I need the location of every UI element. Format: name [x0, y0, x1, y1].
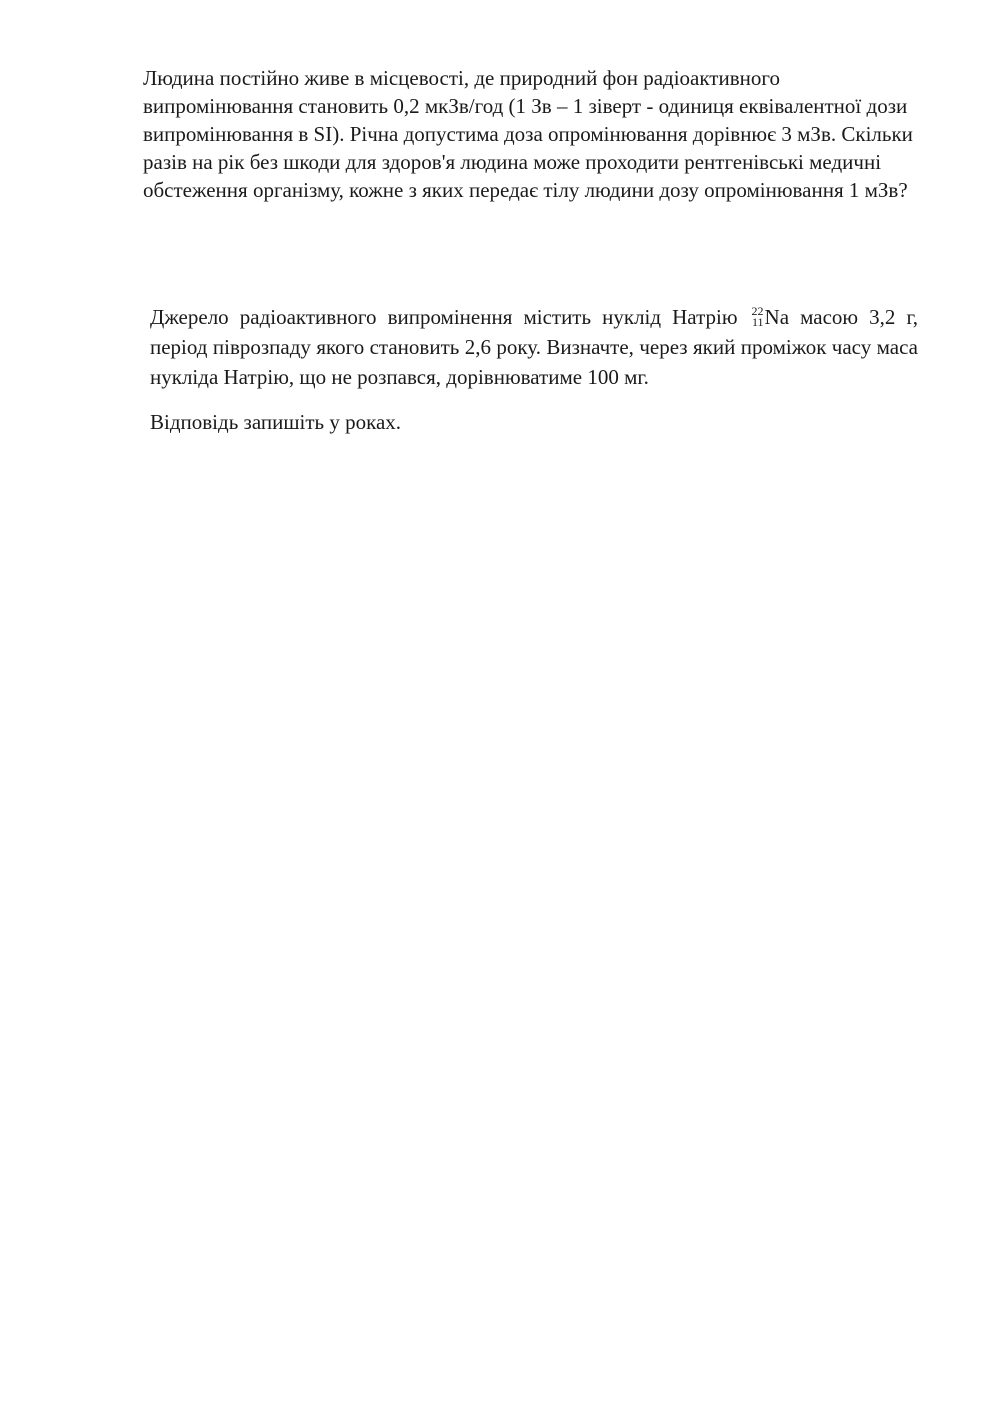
- sodium-nuclide-notation: [752, 302, 790, 332]
- nuclide-atomic-number: 11: [751, 315, 764, 330]
- nuclide-mass-number: 22: [751, 304, 764, 319]
- problem-2-text-before: Джерело радіоактивного випромінення містить нуклід Натрію: [150, 305, 738, 329]
- answer-instruction: Відповідь запишіть у роках.: [150, 410, 402, 434]
- problem-2-text-after: масою 3,2 г, період піврозпаду якого становить 2,6 року. Визначте, через який проміжок часу маса нукліда Натрію, що не розпався, дорівнюватиме 100 мг.: [150, 305, 918, 389]
- problem-1-text: Людина постійно живе в місцевості, де природний фон радіоактивного випромінювання становить 0,2 мкЗв/год (1 Зв – 1 зіверт - одиниця еквівалентної дози випромінювання в SI). Річна допустима доза опромінювання дорівнює 3 мЗв. Скільки разів на рік без шкоди для здоров'я людина може проходити рентгенівські медичні обстеження організму, кожне з яких передає тілу людини дозу опромінювання 1 мЗв?: [143, 66, 913, 202]
- nuclide-indices: [752, 306, 764, 328]
- nuclide-symbol: Na: [764, 305, 790, 329]
- problem-2-text: [150, 302, 918, 392]
